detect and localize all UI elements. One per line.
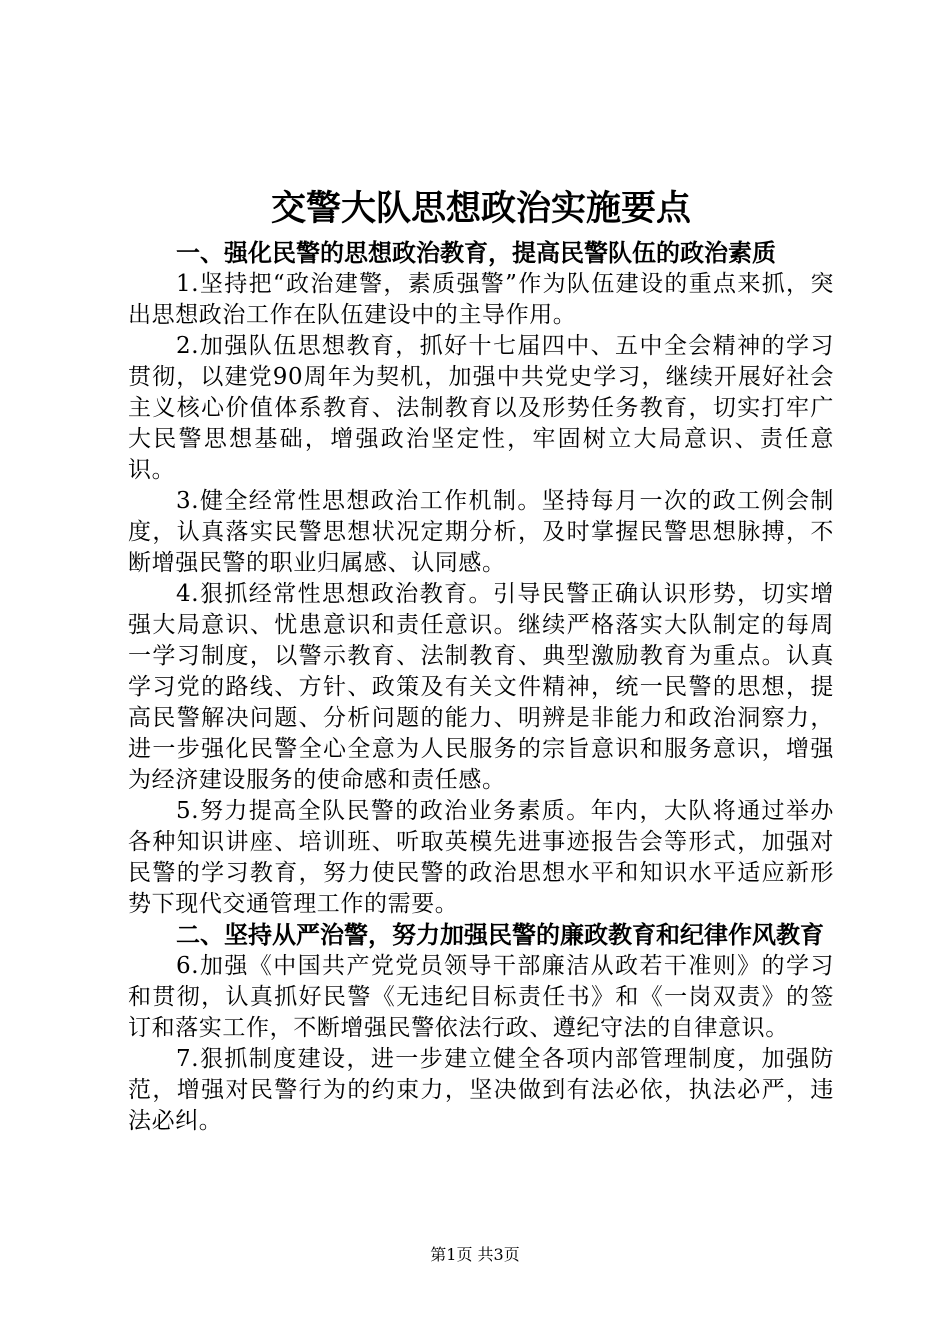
document-title: 交警大队思想政治实施要点 bbox=[270, 189, 691, 229]
paragraph: 5.努力提高全队民警的政治业务素质。年内，大队将通过举办各种知识讲座、培训班、听取英模先进事迹报告会等形式，加强对民警的学习教育，努力使民警的政治思想水平和知识水平适应新形势下现代交通管理工作的需要。 bbox=[128, 798, 834, 917]
paragraph: 1.坚持把“政治建警，素质强警”作为队伍建设的重点来抓，突出思想政治工作在队伍建设中的主导作用。 bbox=[128, 271, 834, 328]
document-body bbox=[128, 186, 834, 1137]
section-2 bbox=[128, 920, 834, 1137]
paragraph: 6.加强《中国共产党党员领导干部廉洁从政若干准则》的学习和贯彻，认真抓好民警《无违纪目标责任书》和《一岗双责》的签订和落实工作，不断增强民警依法行政、遵纪守法的自律意识。 bbox=[128, 953, 834, 1041]
paragraph: 3.健全经常性思想政治工作机制。坚持每月一次的政工例会制度，认真落实民警思想状况定期分析，及时掌握民警思想脉搏，不断增强民警的职业归属感、认同感。 bbox=[128, 488, 834, 576]
paragraph: 2.加强队伍思想教育，抓好十七届四中、五中全会精神的学习贯彻，以建党90周年为契机，加强中共党史学习，继续开展好社会主义核心价值体系教育、法制教育以及形势任务教育，切实打牢广大民警思想基础，增强政治坚定性，牢固树立大局意识、责任意识。 bbox=[128, 333, 834, 483]
page-number-footer: 第1页 共3页 bbox=[430, 1245, 520, 1264]
section-heading: 一、强化民警的思想政治教育，提高民警队伍的政治素质 bbox=[176, 239, 776, 267]
paragraph: 4.狠抓经常性思想政治教育。引导民警正确认识形势，切实增强大局意识、忧患意识和责任意识。继续严格落实大队制定的每周一学习制度，以警示教育、法制教育、典型激励教育为重点。认真学习党的路线、方针、政策及有关文件精神，统一民警的思想，提高民警解决问题、分析问题的能力、明辨是非能力和政治洞察力，进一步强化民警全心全意为人民服务的宗旨意识和服务意识，增强为经济建设服务的使命感和责任感。 bbox=[128, 581, 834, 793]
paragraph: 7.狠抓制度建设，进一步建立健全各项内部管理制度，加强防范，增强对民警行为的约束力，坚决做到有法必依，执法必严，违法必纠。 bbox=[128, 1046, 834, 1134]
section-1 bbox=[128, 238, 834, 920]
section-heading: 二、坚持从严治警，努力加强民警的廉政教育和纪律作风教育 bbox=[176, 921, 824, 949]
